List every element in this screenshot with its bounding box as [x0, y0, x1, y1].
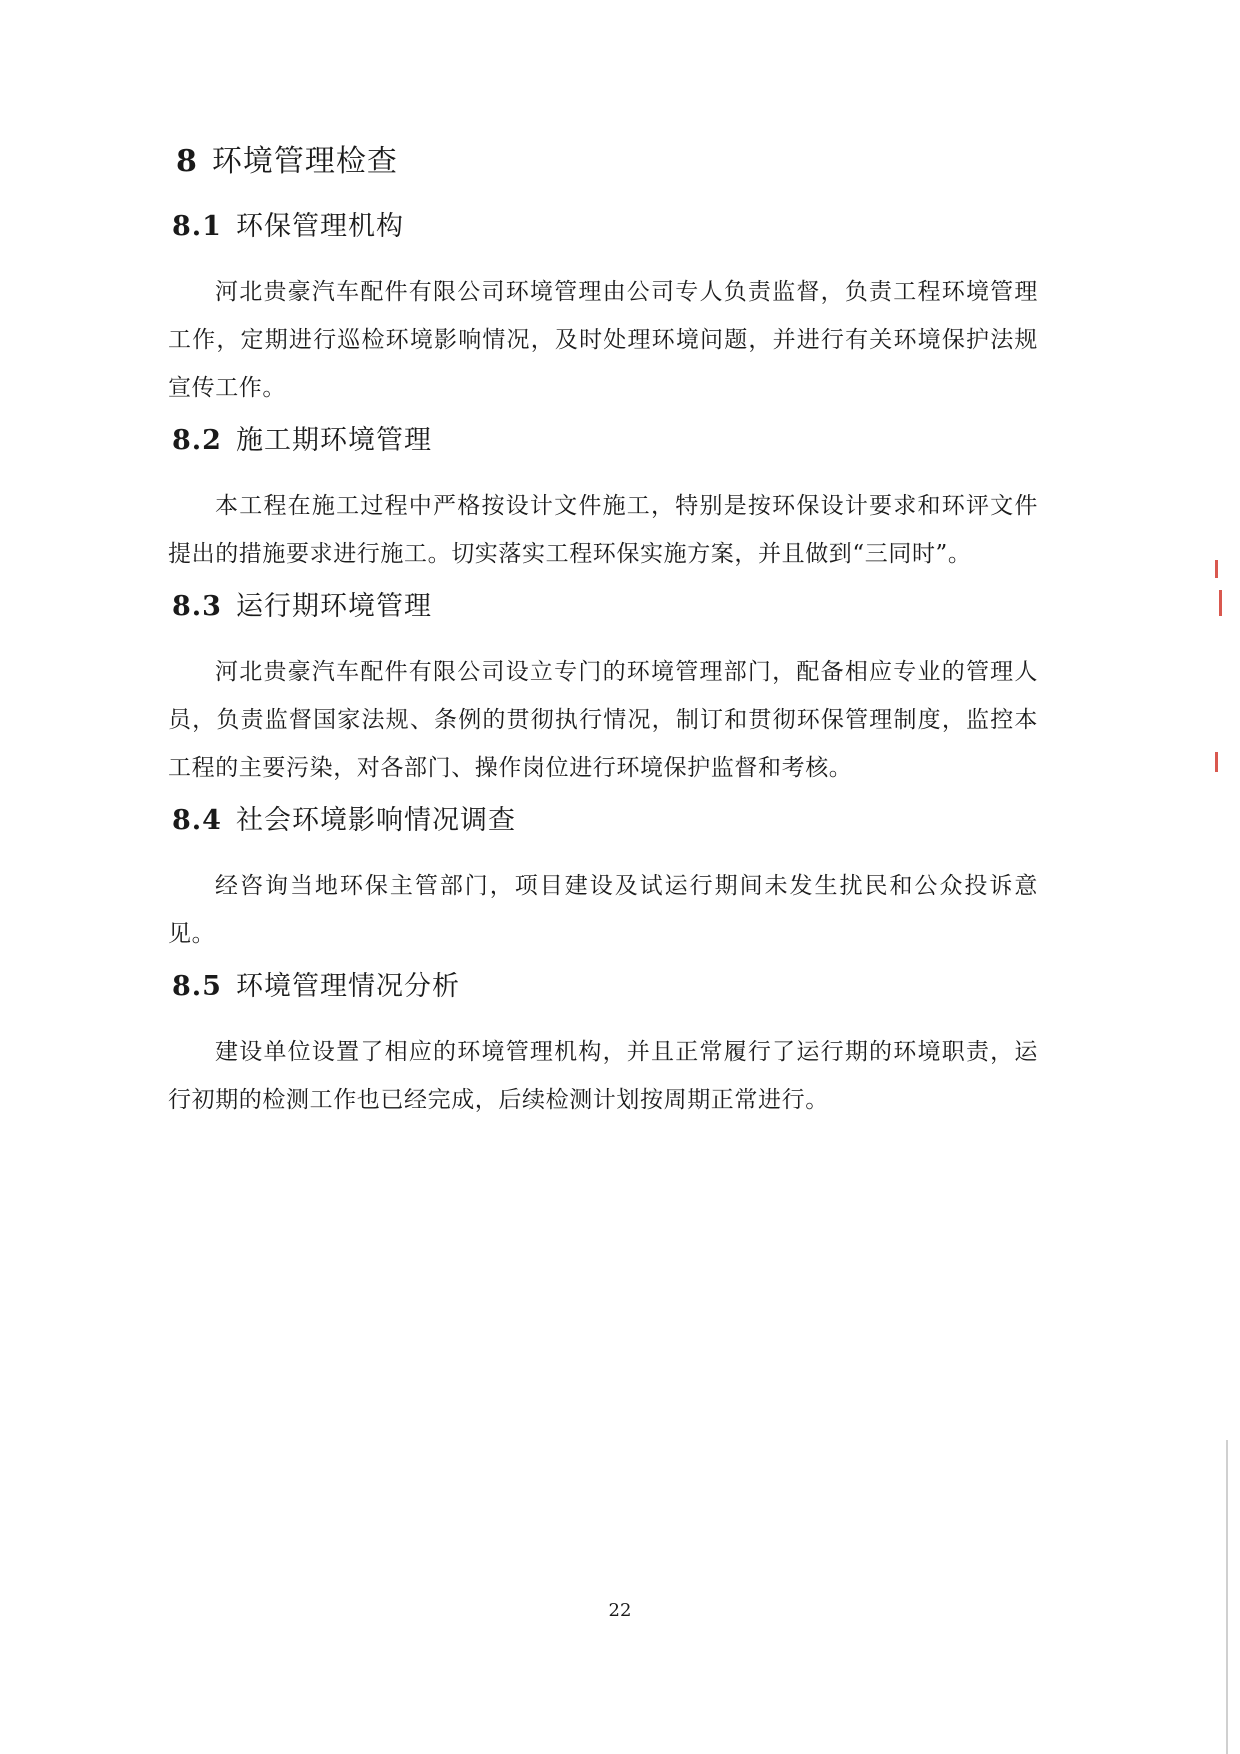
page-number: 22: [608, 1600, 632, 1621]
section-title: 运行期环境管理: [235, 591, 432, 622]
chapter-number: 8: [176, 144, 198, 179]
page-content: [168, 138, 1038, 1132]
section-heading-8-5: [172, 966, 1038, 1008]
section-paragraph-8-2: 本工程在施工过程中严格按设计文件施工，特别是按环保设计要求和环评文件提出的措施要求进行施工。切实落实工程环保实施方案，并且做到“三同时”。: [168, 493, 1038, 567]
section-heading-8-1: [172, 206, 1038, 248]
section-number: 8.3: [172, 591, 222, 622]
section-number: 8.2: [172, 425, 222, 456]
scan-edge-line: [1226, 1440, 1228, 1754]
section-heading-8-2: [172, 420, 1038, 462]
section-title: 环境管理情况分析: [235, 971, 460, 1002]
section-number: 8.4: [172, 805, 222, 836]
chapter-title: 环境管理检查: [211, 144, 398, 179]
seal-edge-mark: [1219, 590, 1222, 616]
seal-edge-mark: [1215, 560, 1218, 578]
section-paragraph-8-3: 河北贵豪汽车配件有限公司设立专门的环境管理部门，配备相应专业的管理人员，负责监督国家法规、条例的贯彻执行情况，制订和贯彻环保管理制度，监控本工程的主要污染，对各部门、操作岗位进行环境保护监督和考核。: [168, 659, 1038, 781]
section-number: 8.5: [172, 971, 222, 1002]
section-heading-8-4: [172, 800, 1038, 842]
seal-edge-mark: [1215, 752, 1218, 772]
section-title: 施工期环境管理: [235, 425, 432, 456]
section-paragraph-8-1: 河北贵豪汽车配件有限公司环境管理由公司专人负责监督，负责工程环境管理工作，定期进行巡检环境影响情况，及时处理环境问题，并进行有关环境保护法规宣传工作。: [168, 279, 1038, 401]
section-heading-8-3: [172, 586, 1038, 628]
section-title: 环保管理机构: [235, 211, 404, 242]
section-number: 8.1: [172, 211, 222, 242]
chapter-heading: [176, 138, 1038, 186]
section-paragraph-8-5: 建设单位设置了相应的环境管理机构，并且正常履行了运行期的环境职责，运行初期的检测工作也已经完成，后续检测计划按周期正常进行。: [168, 1039, 1038, 1113]
section-paragraph-8-4: 经咨询当地环保主管部门，项目建设及试运行期间未发生扰民和公众投诉意见。: [168, 873, 1038, 947]
section-title: 社会环境影响情况调查: [235, 805, 516, 836]
